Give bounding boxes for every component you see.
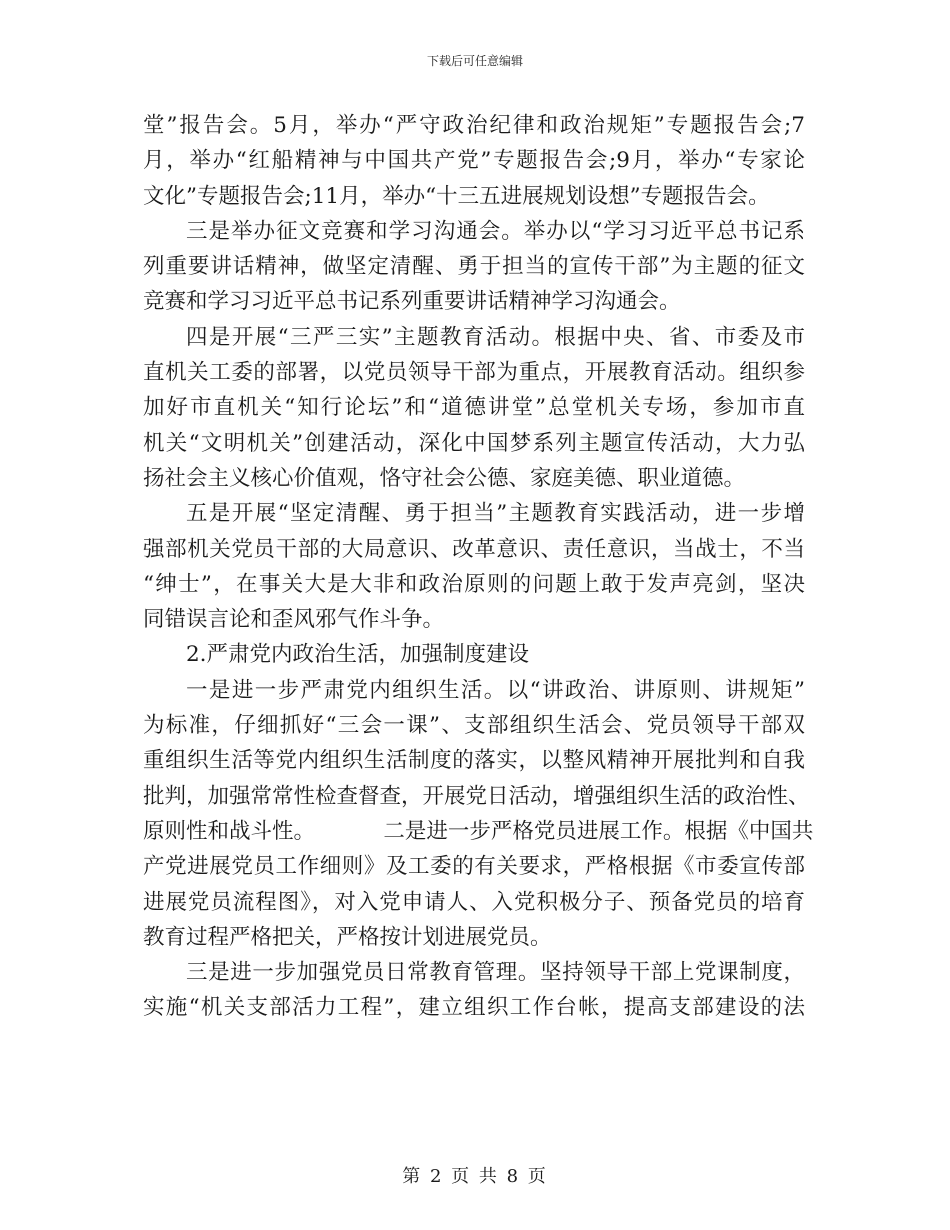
page-header: 下载后可任意编辑 <box>426 54 523 68</box>
section-heading <box>143 637 805 672</box>
text-line: 扬社会主义核心价值观，恪守社会公德、家庭美德、职业道德。 <box>143 465 746 491</box>
paragraph-4 <box>143 496 805 531</box>
paragraph-6 <box>143 955 805 990</box>
footer-middle: 页 共 <box>451 1166 499 1187</box>
paragraph-2 <box>143 214 805 249</box>
text-line: 重组织生活等党内组织生活制度的落实，以整风精神开展批判和自我 <box>143 748 805 774</box>
footer-page-number: 2 <box>429 1166 444 1187</box>
text-line: 强部机关党员干部的大局意识、改革意识、责任意识，当战士，不当 <box>143 536 805 562</box>
paragraph-1 <box>143 108 805 214</box>
text-line: 竞赛和学习习近平总书记系列重要讲话精神学习沟通会。 <box>143 289 681 315</box>
text-line: 五是开展“坚定清醒、勇于担当”主题教育实践活动，进一步增 <box>186 501 805 527</box>
text-line: 月，举办“红船精神与中国共产党”专题报告会;9月，举办“专家论 <box>143 148 805 174</box>
text-line: 堂”报告会。5月，举办“严守政治纪律和政治规矩”专题报告会;7 <box>143 113 805 138</box>
text-line: 同错误言论和歪风邪气作斗争。 <box>143 607 445 633</box>
text-line: 文化”专题报告会;11月，举办“十三五进展规划设想”专题报告会。 <box>143 183 770 209</box>
text-line: 加好市直机关“知行论坛”和“道德讲堂”总堂机关专场，参加市直 <box>143 395 805 421</box>
text-line: 2.严肃党内政治生活，加强制度建设 <box>186 642 530 668</box>
paragraph-5 <box>143 673 805 708</box>
paragraph-3-cont <box>143 355 805 496</box>
text-line: “绅士”，在事关大是大非和政治原则的问题上敢于发声亮剑，坚决 <box>143 571 805 597</box>
footer-suffix: 页 <box>527 1166 548 1187</box>
document-body <box>143 108 814 1026</box>
text-line: 四是开展“三严三实”主题教育活动。根据中央、省、市委及市 <box>186 324 805 350</box>
paragraph-6-cont <box>143 990 805 1025</box>
text-line: 一是进一步严肃党内组织生活。以“讲政治、讲原则、讲规矩” <box>186 677 805 703</box>
text-line: 直机关工委的部署，以党员领导干部为重点，开展教育活动。组织参 <box>143 360 805 386</box>
text-line: 原则性和战斗性。 二是进一步严格党员进展工作。根据《中国共 <box>143 818 814 844</box>
text-line: 机关“文明机关”创建活动，深化中国梦系列主题宣传活动，大力弘 <box>143 430 805 456</box>
text-line: 三是举办征文竞赛和学习沟通会。举办以“学习习近平总书记系 <box>186 218 805 244</box>
text-line: 进展党员流程图》，对入党申请人、入党积极分子、预备党员的培育 <box>143 889 805 915</box>
text-line: 批判，加强常常性检查督查，开展党日活动，增强组织生活的政治性、 <box>143 783 810 809</box>
paragraph-3 <box>143 320 805 355</box>
paragraph-5-cont <box>143 708 814 955</box>
paragraph-4-cont <box>143 532 805 638</box>
footer-prefix: 第 <box>402 1166 423 1187</box>
footer-total-pages: 8 <box>506 1166 521 1187</box>
text-line: 为标准，仔细抓好“三会一课”、支部组织生活会、党员领导干部双 <box>143 713 805 739</box>
text-line: 列重要讲话精神，做坚定清醒、勇于担当的宣传干部”为主题的征文 <box>143 254 805 280</box>
text-line: 产党进展党员工作细则》及工委的有关要求，严格根据《市委宣传部 <box>143 854 805 880</box>
paragraph-2-cont <box>143 249 805 320</box>
text-line: 教育过程严格把关，严格按计划进展党员。 <box>143 924 552 950</box>
text-line: 三是进一步加强党员日常教育管理。坚持领导干部上党课制度， <box>186 960 805 986</box>
text-line: 实施“机关支部活力工程”，建立组织工作台帐，提高支部建设的法 <box>143 995 805 1021</box>
page-footer <box>0 1162 950 1188</box>
